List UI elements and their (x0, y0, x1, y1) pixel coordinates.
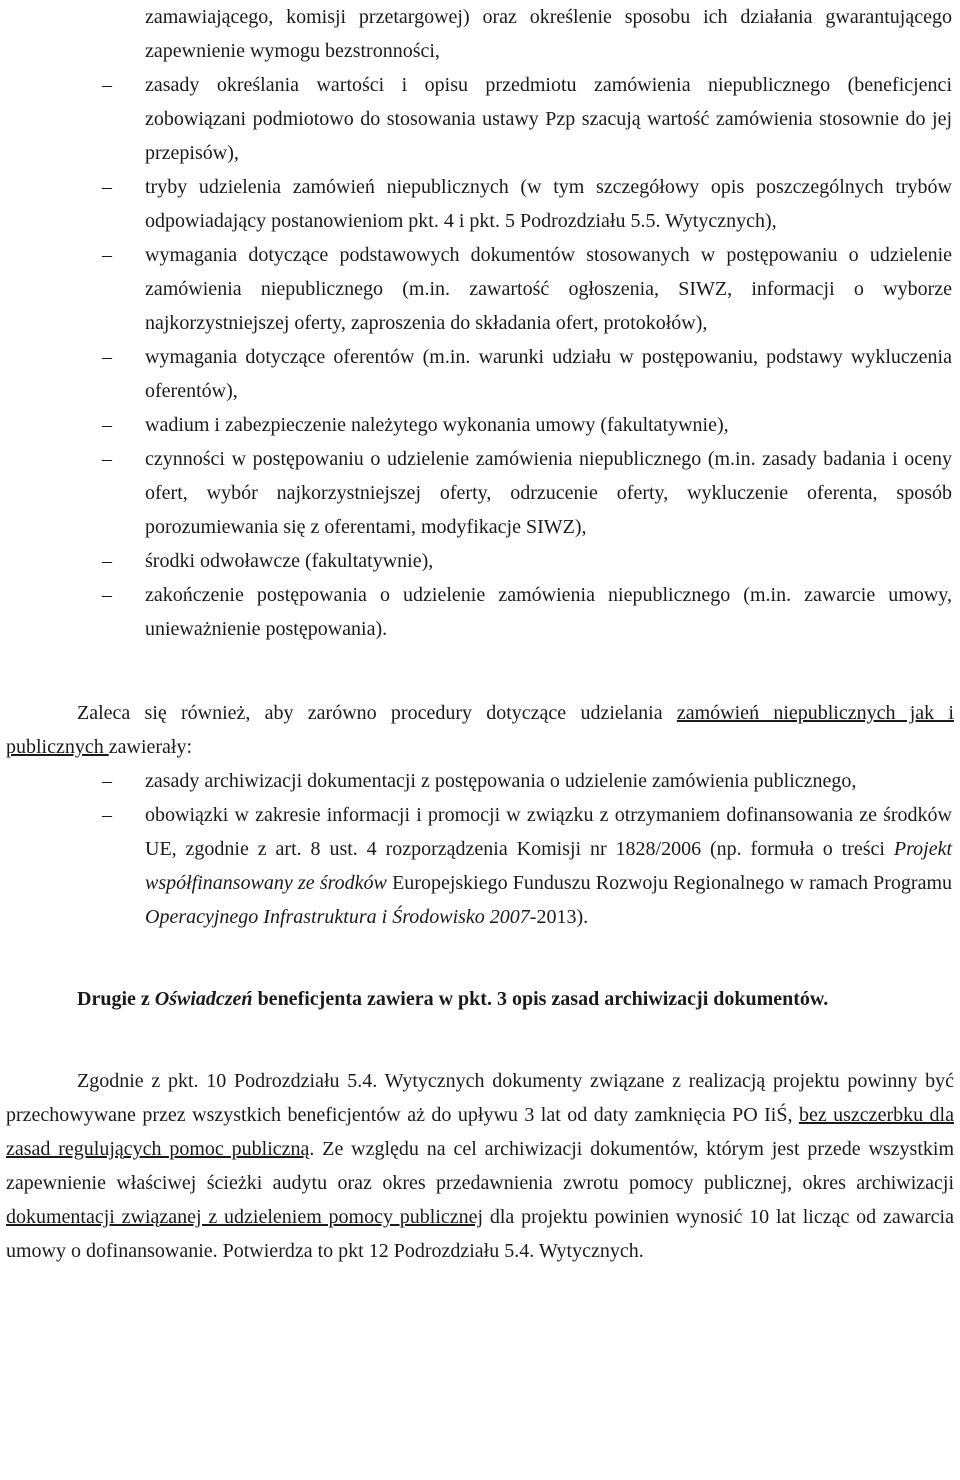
bold-italic-text: Oświadczeń (154, 988, 253, 1010)
underlined-text: dokumentacji związanej z udzieleniem pomocy publicznej (6, 1206, 484, 1228)
list-item: – środki odwoławcze (fakultatywnie), (6, 544, 954, 578)
list-item: – wadium i zabezpieczenie należytego wykonania umowy (fakultatywnie), (6, 408, 954, 442)
list-item: – zasady określania wartości i opisu przedmiotu zamówienia niepublicznego (beneficjenci zobowiązani podmiotowo do stosowania ustawy Pzp szacują wartość zamówienia stosownie do jej przepisów), (6, 68, 954, 170)
recommendation-paragraph (6, 696, 954, 764)
italic-text: Projekt współfinansowany ze środków (145, 838, 952, 894)
archiving-paragraph (6, 1064, 954, 1268)
text-run: -2013). (529, 906, 589, 928)
text-run: beneficjenta zawiera w pkt. 3 opis zasad archiwizacji dokumentów. (252, 988, 829, 1010)
list-item: – zasady archiwizacji dokumentacji z postępowania o udzielenie zamówienia publicznego, (6, 764, 954, 798)
additional-requirements-list (6, 764, 954, 934)
text-run: Zgodnie z pkt. 10 Podrozdziału 5.4. Wytycznych dokumenty związane z realizacją projektu powinny być przechowywane przez wszystkich beneficjentów aż do upływu 3 lat od daty zamknięcia PO IiŚ, (6, 1070, 954, 1126)
list-item: – tryby udzielenia zamówień niepublicznych (w tym szczegółowy opis poszczególnych trybów odpowiadający postanowieniom pkt. 4 i pkt. 5 Podrozdziału 5.5. Wytycznych), (6, 170, 954, 238)
list-item: – wymagania dotyczące podstawowych dokumentów stosowanych w postępowaniu o udzielenie zamówienia niepublicznego (m.in. zawartość ogłoszenia, SIWZ, informacji o wyborze najkorzystniejszej oferty, zaproszenia do składania ofert, protokołów), (6, 238, 954, 340)
procedure-requirements-list (6, 68, 954, 646)
text-run: Zaleca się również, aby zarówno procedury dotyczące udzielania (77, 702, 677, 724)
underlined-text: bez uszczerbku dla zasad regulujących pomoc publiczną (6, 1104, 954, 1160)
list-item (6, 798, 954, 934)
list-item: – zakończenie postępowania o udzielenie zamówienia niepublicznego (m.in. zawarcie umowy, unieważnienie postępowania). (6, 578, 954, 646)
text-run: Europejskiego Funduszu Rozwoju Regionalnego w ramach Programu (386, 872, 953, 894)
underlined-text: zamówień niepublicznych jak i publicznych (6, 702, 954, 758)
italic-text: Operacyjnego Infrastruktura i Środowisko 2007 (145, 906, 530, 928)
list-continuation: zamawiającego, komisji przetargowej) oraz określenie sposobu ich działania gwarantującego zapewnienie wymogu bezstronności, (145, 6, 952, 62)
list-item: – czynności w postępowaniu o udzielenie zamówienia niepublicznego (m.in. zasady badania i oceny ofert, wybór najkorzystniejszej oferty, odrzucenie oferty, wykluczenie oferenta, sposób porozumiewania się z oferentami, modyfikacje SIWZ), (6, 442, 954, 544)
list-item: – wymagania dotyczące oferentów (m.in. warunki udziału w postępowaniu, podstawy wykluczenia oferentów), (6, 340, 954, 408)
text-run: obowiązki w zakresie informacji i promocji w związku z otrzymaniem dofinansowania ze środków UE, zgodnie z art. 8 ust. 4 rozporządzenia Komisji nr 1828/2006 (np. formuła o treści (145, 804, 952, 860)
declaration-paragraph (6, 982, 954, 1016)
text-run: Drugie z (77, 988, 155, 1010)
text-run: dla projektu powinien wynosić 10 lat licząc od zawarcia umowy o dofinansowanie. Potwierdza to pkt 12 Podrozdziału 5.4. Wytycznych. (6, 1206, 954, 1262)
text-run: zawierały: (108, 736, 193, 758)
text-run: . Ze względu na cel archiwizacji dokumentów, którym jest przede wszystkim zapewnienie właściwej ścieżki audytu oraz okres przedawnienia zwrotu pomocy publicznej, okres archiwizacji (6, 1138, 955, 1194)
